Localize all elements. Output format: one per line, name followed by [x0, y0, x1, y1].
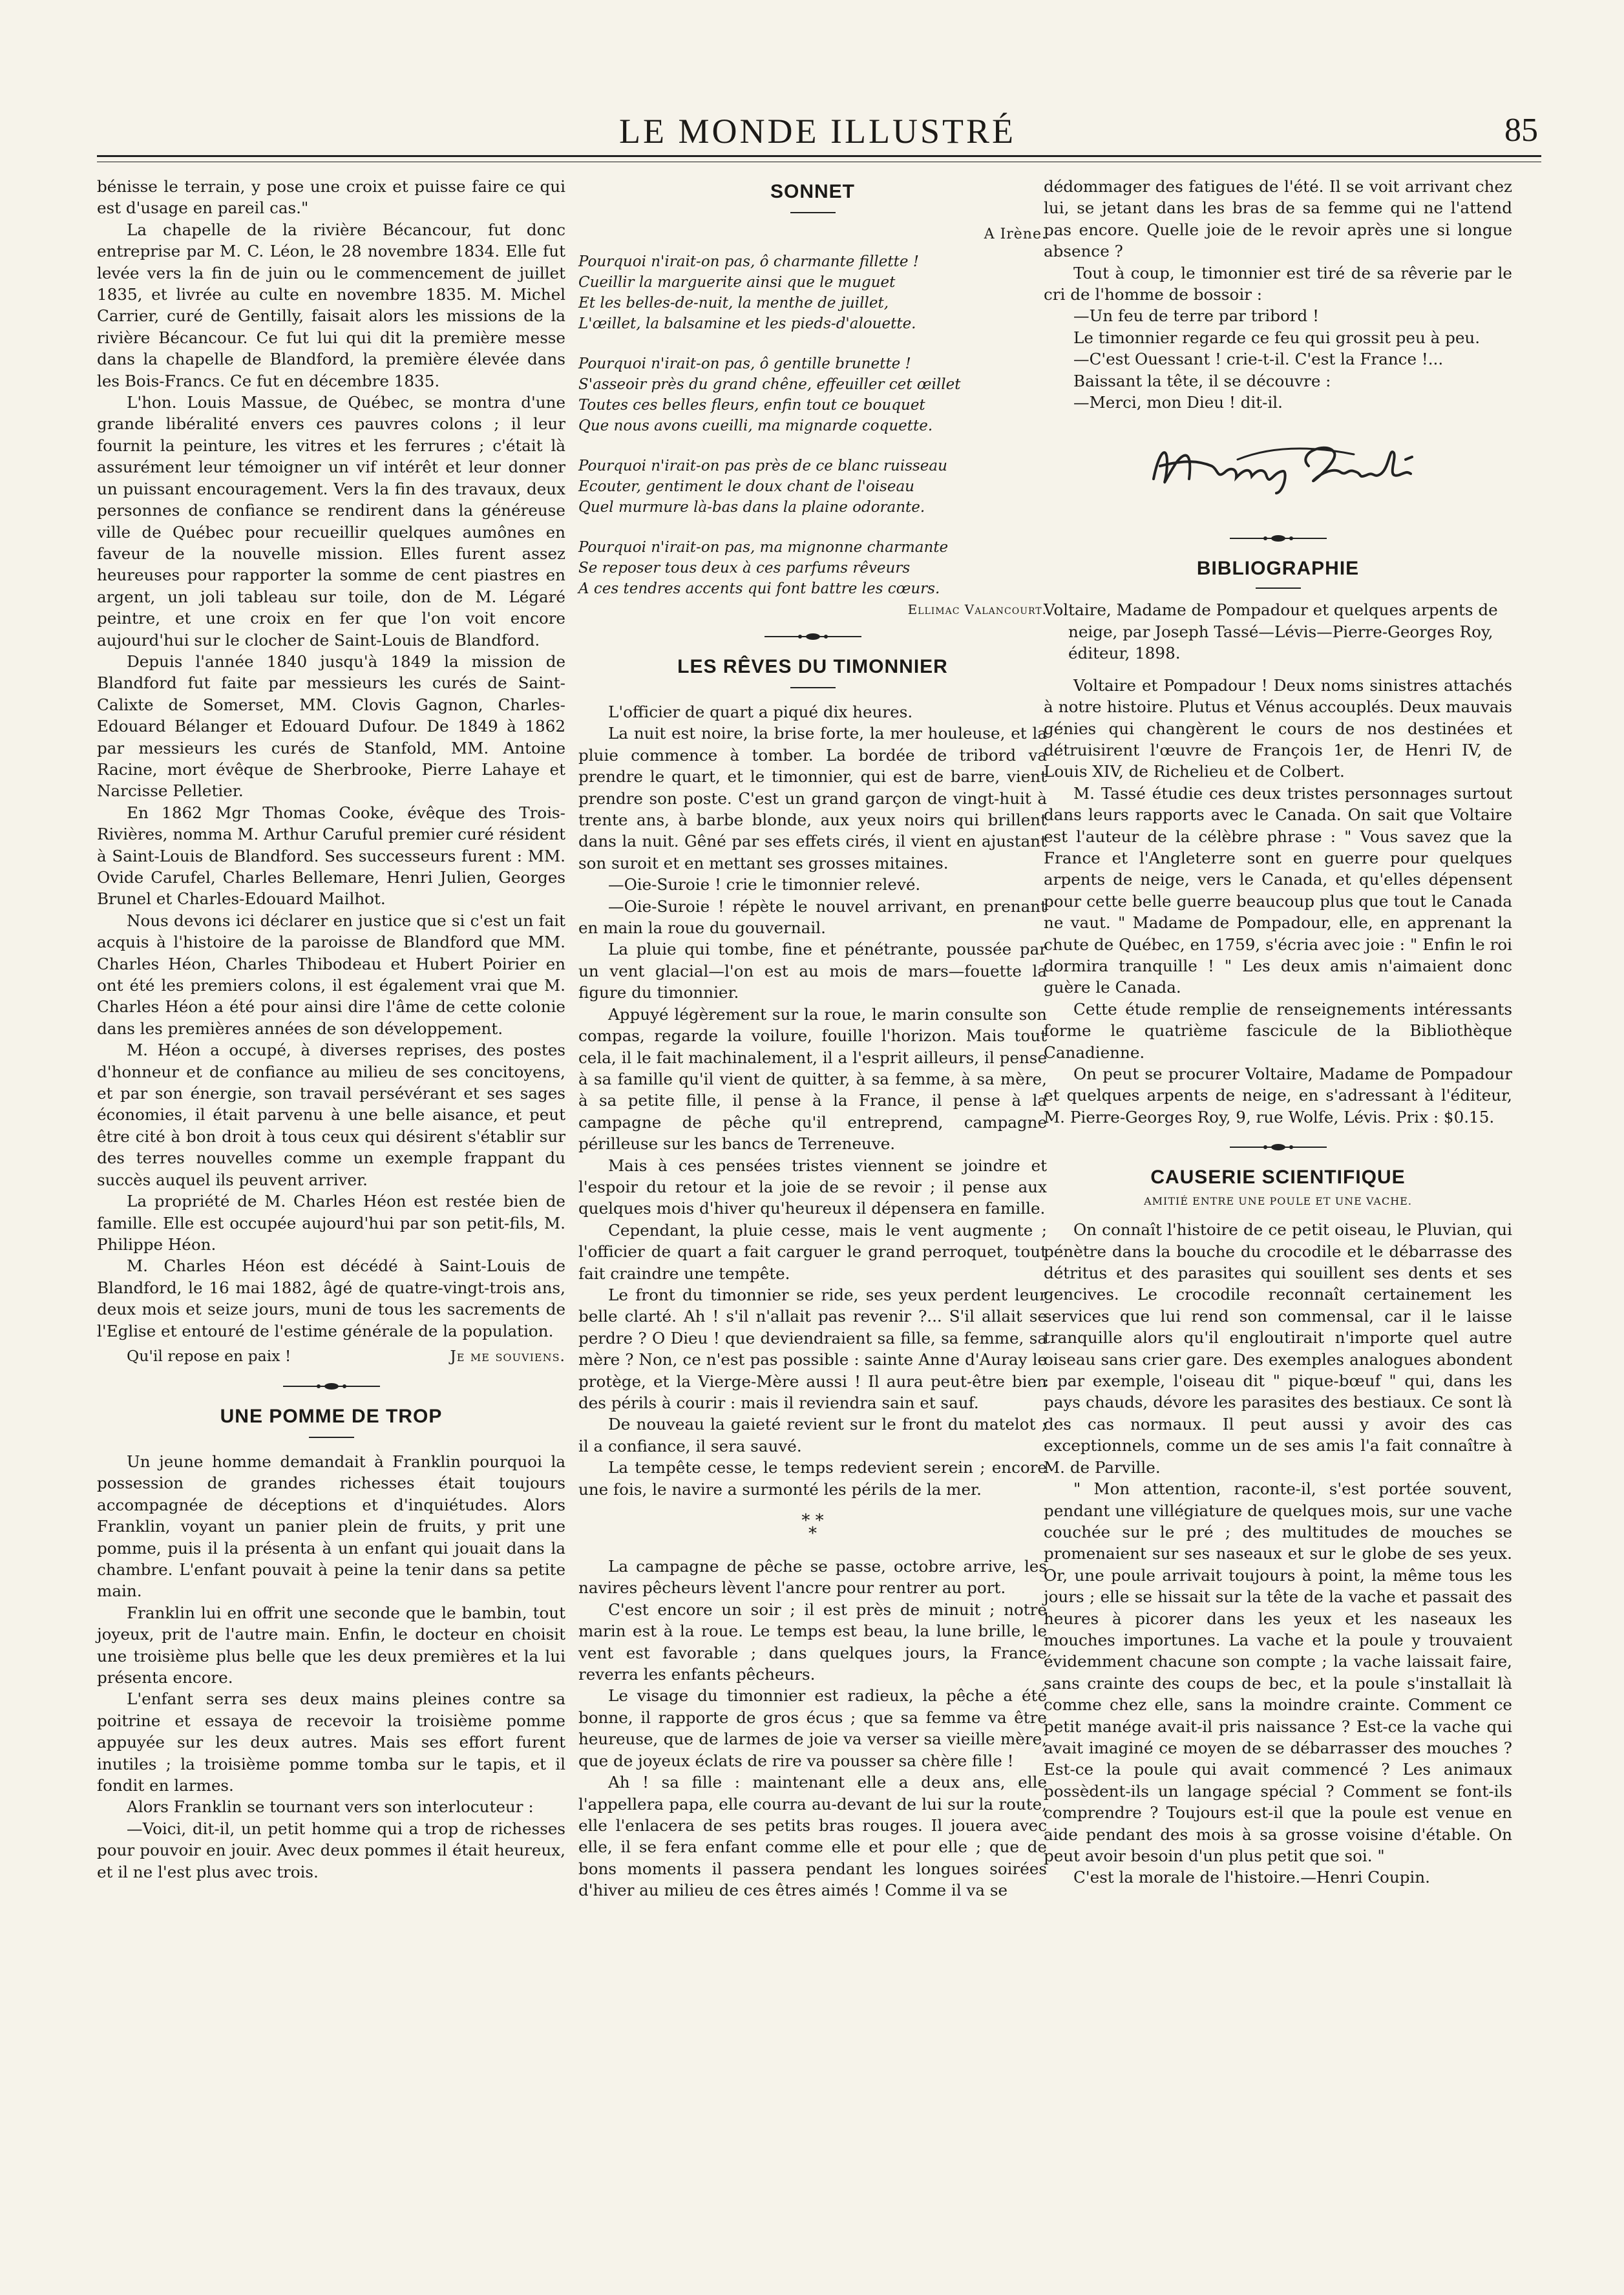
heading-rule — [790, 212, 836, 213]
article-paragraph: —C'est Ouessant ! crie-t-il. C'est la France !... — [1073, 350, 1444, 369]
masthead-rule-thick — [97, 155, 1541, 157]
article-paragraph: On peut se procurer Voltaire, Madame de Pompadour et quelques arpents de neige, en s'adressant à l'éditeur, M. Pierre-Georges Roy, 9, rue Wolfe, Lévis. Prix : $0.15. — [1044, 1064, 1512, 1126]
verse-line: Se reposer tous deux à ces parfums rêveurs — [578, 560, 911, 576]
stanza — [578, 537, 1047, 599]
section-subheading: AMITIÉ ENTRE UNE POULE ET UNE VACHE. — [1144, 1195, 1412, 1208]
article-paragraph: M. Héon a occupé, à diverses reprises, des postes d'honneur et de confiance au milieu de ses concitoyens, et par son énergie, son travail persévérant et ses sages économies, il était parvenu à une belle aisance, et peut être cité à bon droit à tous ceux qui désirent s'établir sur des terres nouvelles comme un exemple frappant du succès auquel ils peuvent arriver. — [97, 1041, 565, 1189]
heading-rule — [309, 1437, 354, 1438]
article-paragraph: —Merci, mon Dieu ! dit-il. — [1073, 393, 1283, 412]
article-paragraph: —Oie-Suroie ! répète le nouvel arrivant, en prenant en main la roue du gouvernail. — [578, 896, 1047, 938]
article-paragraph: Depuis l'année 1840 jusqu'à 1849 la mission de Blandford fut faite par messieurs les curés de Saint-Calixte de Somerset, MM. Clovis Gagnon, Charles-Edouard Bélanger et Edouard Dufour. De 1849 à 1862 par messieurs les curés de Stanfold, MM. Antoine Racine, mort évêque de Sherbrooke, Pierre Lahaye et Narcisse Pelletier. — [97, 651, 565, 801]
verse-line: Pourquoi n'irait-on pas, ma mignonne charmante — [578, 539, 949, 556]
closing-text: Qu'il repose en paix ! — [127, 1346, 291, 1365]
column-2 — [578, 176, 1047, 1901]
verse-line: A ces tendres accents qui font battre les cœurs. — [578, 580, 940, 597]
article-paragraph: dédommager des fatigues de l'été. Il se voit arrivant chez lui, se jetant dans les bras de sa femme qui ne l'attend pas encore. Quelle joie de le revoir après une si longue absence ? — [1044, 177, 1512, 261]
section-ornament — [97, 1379, 565, 1394]
article-paragraph: La nuit est noire, la brise forte, la mer houleuse, et la pluie commence à tomber. La bordée de tribord va prendre le quart, et le timonnier, qui est de barre, vient prendre son poste. C'est un grand garçon de vingt-huit à trente ans, à barbe blonde, aux yeux noirs qui brillent dans la nuit. Gêné par ses effets cirés, il vient en ajustant son suroit et en mettant ses grosses mitaines. — [578, 724, 1047, 873]
article-paragraph: La pluie qui tombe, fine et pénétrante, poussée par un vent glacial—l'on est au mois de mars—fouette la figure du timonnier. — [578, 940, 1047, 1002]
section-ornament — [1044, 531, 1512, 546]
article-paragraph: C'est la morale de l'histoire.—Henri Coupin. — [1073, 1868, 1430, 1887]
verse-line: Et les belles-de-nuit, la menthe de juillet, — [578, 295, 889, 312]
article-paragraph: Le visage du timonnier est radieux, la pêche a été bonne, il rapporte de gros écus ; que sa femme va être heureuse, que de larmes de joie va verser sa vieille mère, que de joyeux éclats de rire va pousser sa chère fille ! — [578, 1686, 1047, 1770]
article-paragraph: Tout à coup, le timonnier est tiré de sa rêverie par le cri de l'homme de bossoir : — [1044, 263, 1512, 304]
section-ornament — [578, 629, 1047, 644]
verse-line: S'asseoir près du grand chêne, effeuiller cet œillet — [578, 376, 961, 393]
article-paragraph: La propriété de M. Charles Héon est restée bien de famille. Elle est occupée aujourd'hui par son petit-fils, M. Philippe Héon. — [97, 1192, 565, 1254]
article-paragraph: Un jeune homme demandait à Franklin pourquoi la possession de grandes richesses était toujours accompagnée de déceptions et d'inquiétudes. Alors Franklin, voyant un panier plein de fruits, y prit une pomme, puis il la présenta à un enfant qui jouait dans la chambre. L'enfant pouvait à peine la tenir dans sa petite main. — [97, 1452, 565, 1601]
article-paragraph: La campagne de pêche se passe, octobre arrive, les navires pêcheurs lèvent l'ancre pour rentrer au port. — [578, 1557, 1047, 1598]
article-paragraph: Voltaire et Pompadour ! Deux noms sinistres attachés à notre histoire. Plutus et Vénus accouplés. Deux mauvais génies qui changèrent le cours de nos destinées et détruisirent l'œuvre de François 1er, de Henri IV, de Louis XIV, de Richelieu et de Colbert. — [1044, 675, 1512, 781]
article-paragraph: Ah ! sa fille : maintenant elle a deux ans, elle l'appellera papa, elle courra au-devant de lui sur la route, elle l'enlacera de ses petits bras rouges. Il jouera avec elle, il se fera enfant comme elle et pour elle ; que de bons moments il passera pendant les longues soirées d'hiver au milieu de ces êtres aimés ! Comme il va se — [578, 1773, 1047, 1900]
article-paragraph: Franklin lui en offrit une seconde que le bambin, tout joyeux, prit de l'autre main. Enfin, le docteur en choisit une troisième plus belle que les deux premières et la lui présenta encore. — [97, 1603, 565, 1687]
stanza — [578, 354, 1047, 436]
section-heading-causerie: CAUSERIE SCIENTIFIQUE — [1150, 1167, 1406, 1189]
sonnet-poem — [578, 251, 1047, 599]
article-paragraph: L'officier de quart a piqué dix heures. — [608, 703, 913, 721]
ornament-icon — [765, 632, 861, 641]
closing-line — [97, 1346, 565, 1367]
article-paragraph: Appuyé légèrement sur la roue, le marin consulte son compas, regarde la voilure, fouille l'horizon. Mais tout cela, il le fait machinalement, il a l'esprit ailleurs, il pense à sa famille qu'il vient de quitter, à sa femme, à sa mère, à sa petite fille, il pense à la France, il pense à la campagne de pêche qu'il entreprend, campagne périlleuse sur les bancs de Terreneuve. — [578, 1004, 1047, 1154]
article-paragraph: —Un feu de terre par tribord ! — [1073, 306, 1319, 326]
article-paragraph: Nous devons ici déclarer en justice que si c'est un fait acquis à l'histoire de la paroisse de Blandford que MM. Charles Héon, Charles Thibodeau et Hubert Poirier en ont été les premiers colons, il est également vrai que M. Charles Héon a été pour ainsi dire l'âme de cette colonie dans les premières années de son développement. — [97, 911, 565, 1038]
section-heading-pomme: UNE POMME DE TROP — [220, 1405, 443, 1427]
article-paragraph: L'hon. Louis Massue, de Québec, se montra d'une grande libéralité envers ces pauvres colons ; il leur fournit la peinture, les vitres et les ferrures ; c'était là assurément leur témoigner un vif intérêt et leur donner un puissant encouragement. Vers la fin des travaux, deux personnes de confiance se rendirent dans la généreuse ville de Québec pour recueillir quelques aumônes en faveur de la nouvelle mission. Elles furent assez heureuses pour rapporter la somme de cent piastres en argent, un joli tableau sur toile, don de M. Légaré peintre, et une croix en fer que l'on voit encore aujourd'hui sur le clocher de Saint-Louis de Blandford. — [97, 393, 565, 650]
article-paragraph: Alors Franklin se tournant vers son interlocuteur : — [127, 1797, 534, 1817]
author-signature: Je me souviens. — [450, 1346, 565, 1365]
article-paragraph: C'est encore un soir ; il est près de minuit ; notre marin est à la roue. Le temps est beau, la lune brille, le vent est favorable ; dans quelques jours, la France reverra les enfants pêcheurs. — [578, 1600, 1047, 1684]
article-paragraph: De nouveau la gaieté revient sur le front du matelot ; il a confiance, il sera sauvé. — [578, 1415, 1047, 1455]
verse-line: Pourquoi n'irait-on pas près de ce blanc ruisseau — [578, 458, 947, 474]
article-paragraph: Mais à ces pensées tristes viennent se joindre et l'espoir du retour et la joie de se revoir ; il pense aux quelques mois d'hiver qu'heureux il dépensera en famille. — [578, 1156, 1047, 1218]
stanza — [578, 456, 1047, 518]
bibliography-reference: Voltaire, Madame de Pompadour et quelques arpents de neige, par Joseph Tassé—Lévis—Pierre-Georges Roy, éditeur, 1898. — [1044, 600, 1498, 663]
verse-line: Ecouter, gentiment le doux chant de l'oiseau — [578, 478, 914, 495]
verse-line: Toutes ces belles fleurs, enfin tout ce bouquet — [578, 397, 925, 414]
stanza — [578, 251, 1047, 334]
section-heading-bibliographie: BIBLIOGRAPHIE — [1196, 558, 1360, 580]
article-paragraph: Cette étude remplie de renseignements intéressants forme le quatrième fascicule de la Bibliothèque Canadienne. — [1044, 999, 1512, 1062]
verse-line: Cueillir la marguerite ainsi que le muguet — [578, 274, 896, 291]
verse-line: Pourquoi n'irait-on pas, ô charmante fillette ! — [578, 253, 920, 270]
section-heading-reves: LES RÊVES DU TIMONNIER — [677, 656, 948, 677]
article-paragraph: L'enfant serra ses deux mains pleines contre sa poitrine et essaya de recevoir la troisième pomme appuyée sur les deux autres. Mais ses effort furent inutiles ; la troisième pomme tomba sur le tapis, et il fondit en larmes. — [97, 1689, 565, 1795]
section-heading-sonnet: SONNET — [770, 181, 855, 202]
heading-rule — [790, 687, 836, 688]
article-paragraph: M. Tassé étudie ces deux tristes personnages surtout dans leurs rapports avec le Canada. On sait que Voltaire est l'auteur de la célèbre phrase : " Vous savez que la France et l'Angleterre sont en guerre pour quelques arpents de neige, vers le Canada, et qu'elles dépensent pour cette belle guerre beaucoup plus que tout le Canada ne vaut. " Madame de Pompadour, elle, en apprenant la chute de Québec, en 1759, s'écria avec joie : " Enfin le roi dormira tranquille ! " Les deux amis n'aimaient donc guère le Canada. — [1044, 783, 1512, 997]
article-paragraph: M. Charles Héon est décédé à Saint-Louis de Blandford, le 16 mai 1882, âgé de quatre-vingt-trois ans, deux mois et seize jours, muni de tous les sacrements de l'Eglise et entouré de l'estime générale de la population. — [97, 1256, 565, 1340]
handwritten-signature — [1141, 434, 1444, 498]
article-paragraph: Baissant la tête, il se découvre : — [1073, 371, 1331, 390]
article-paragraph: En 1862 Mgr Thomas Cooke, évêque des Trois-Rivières, nomma M. Arthur Caruful premier curé résident à Saint-Louis de Blandford. Ses successeurs furent : MM. Ovide Carufel, Charles Bellemare, Henri Julien, Georges Brunel et Charles-Edouard Mailhot. — [97, 803, 565, 909]
section-ornament — [1044, 1139, 1512, 1155]
verse-line: Que nous avons cueilli, ma mignarde coquette. — [578, 418, 933, 434]
ornament-icon — [1230, 534, 1327, 543]
article-paragraph: —Voici, dit-il, un petit homme qui a trop de richesses pour pouvoir en jouir. Avec deux pommes il était heureux, et il ne l'est plus avec trois. — [97, 1819, 565, 1881]
ornament-icon — [1230, 1143, 1327, 1152]
article-paragraph: bénisse le terrain, y pose une croix et puisse faire ce qui est d'usage en pareil cas." — [97, 177, 565, 218]
page-number: 85 — [1504, 112, 1538, 149]
article-paragraph: Le timonnier regarde ce feu qui grossit peu à peu. — [1073, 328, 1481, 347]
article-paragraph: La chapelle de la rivière Bécancour, fut donc entreprise par M. C. Léon, le 28 novembre 1834. Elle fut levée vers la fin de juin ou le commencement de juillet 1835, et livrée au culte en novembre 1835. M. Michel Carrier, curé de Gentilly, faisait alors les missions de la rivière Bécancour. Ce fut lui qui dit la première messe dans la chapelle de Blandford, la première élevée dans les Bois-Francs. Ce fut en décembre 1835. — [97, 220, 565, 390]
ornament-icon — [283, 1382, 380, 1391]
article-paragraph: La tempête cesse, le temps redevient serein ; encore une fois, le navire a surmonté les périls de la mer. — [578, 1458, 1047, 1499]
verse-line: Quel murmure là-bas dans la plaine odorante. — [578, 499, 925, 516]
article-paragraph: " Mon attention, raconte-il, s'est portée souvent, pendant une villégiature de quelques mois, sur une vache couchée sur le pré ; des multitudes de mouches se promenaient sur ses naseaux et sur le globe de ses yeux. Or, une poule arrivait toujours à point, la même tous les jours ; elle se hissait sur la tête de la vache et passait des heures à picorer dans les yeux et les naseaux les mouches importunes. La vache et la poule y trouvaient évidemment chacune son compte ; la vache laissait faire, sans crainte des coups de bec, et la poule s'installait là comme chez elle, sans la moindre crainte. Comment ce petit manége avait-il pris naissance ? Est-ce la vache qui avait imaginé ce moyen de se débarrasser des mouches ? Est-ce la poule qui avait commencé ? Les animaux possèdent-ils un langage spécial ? Comment se font-ils comprendre ? Toujours est-il que la poule est venue en aide pendant des mois à sa grosse voisine d'étable. On peut avoir besoin d'un plus petit que soi. " — [1044, 1479, 1512, 1865]
verse-line: L'œillet, la balsamine et les pieds-d'alouette. — [578, 315, 916, 332]
article-paragraph: —Oie-Suroie ! crie le timonnier relevé. — [608, 875, 921, 894]
article-paragraph: Cependant, la pluie cesse, mais le vent augmente ; l'officier de quart a fait carguer le grand perroquet, tout fait craindre une tempête. — [578, 1220, 1047, 1283]
column-1 — [97, 176, 565, 1883]
article-paragraph: Le front du timonnier se ride, ses yeux perdent leur belle clarté. Ah ! s'il n'allait pas revenir ?... S'il allait se perdre ? O Dieu ! que deviendraient sa fille, sa femme, sa mère ? Non, ce n'est pas possible : sainte Anne d'Auray le protège, et la Vierge-Mère aussi ! Il aura peut-être bien des périls à courir : mais il reviendra sain et sauf. — [578, 1285, 1047, 1412]
masthead — [97, 111, 1538, 150]
verse-line: Pourquoi n'irait-on pas, ô gentille brunette ! — [578, 355, 911, 372]
dedication: A Irène. — [984, 226, 1047, 242]
heading-rule — [1256, 587, 1301, 589]
author-signature: Ellimac Valancourt. — [907, 602, 1047, 617]
section-break-stars: * * * — [801, 1511, 824, 1544]
article-paragraph: On connaît l'histoire de ce petit oiseau, le Pluvian, qui pénètre dans la bouche du crocodile et le débarrasse des détritus et des parasites qui souillent ses dents et ses gencives. Le crocodile reconnaît certainement les services que lui rend son commensal, car il le laisse tranquille alors qu'il engloutirait n'importe quel autre oiseau sans crier gare. Des exemples analogues abondent : par exemple, l'oiseau dit " pique-bœuf " qui, dans les pays chauds, dévore les parasites des bestiaux. Ce sont là des cas normaux. Il peut aussi y avoir des cas exceptionnels, comme un de ses amis l'a fait connaître à M. de Parville. — [1044, 1220, 1512, 1477]
masthead-title: LE MONDE ILLUSTRÉ — [619, 112, 1016, 151]
column-3 — [1044, 176, 1512, 1888]
